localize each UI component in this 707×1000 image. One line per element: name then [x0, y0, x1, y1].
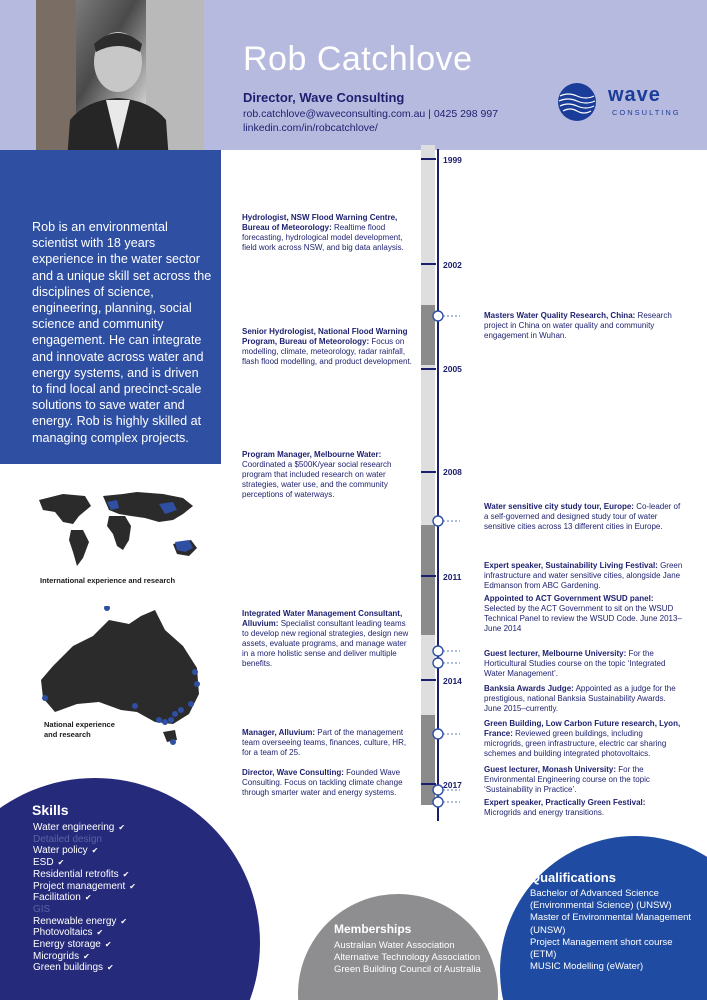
skill-label: Energy storage: [33, 939, 101, 951]
checkmark-icon: ✔: [91, 846, 99, 856]
timeline-entry-right: [484, 594, 684, 634]
skill-label: Microgrids: [33, 950, 80, 962]
skill-item: [33, 869, 136, 881]
logo-subtitle: CONSULTING: [612, 108, 681, 117]
timeline-year: 2002: [443, 260, 462, 270]
timeline-entry-left: [242, 768, 414, 798]
skill-item: [33, 916, 136, 928]
skill-item: [33, 881, 136, 893]
person-name: Rob Catchlove: [243, 40, 473, 78]
skill-label: Facilitation: [33, 892, 81, 904]
timeline-year: 2008: [443, 467, 462, 477]
entry-title: Manager, Alluvium:: [242, 728, 316, 737]
entry-title: Program Manager, Melbourne Water:: [242, 450, 382, 459]
membership-item: Alternative Technology Association: [334, 952, 481, 963]
logo-word: wave: [608, 84, 661, 106]
entry-text: Reviewed green buildings, including microgrids, green infrastructure, electric car sharing schemes and building integrated photovoltaics.: [484, 729, 667, 758]
entry-title: Hydrologist, NSW Flood Warning Centre, Bureau of Meteorology:: [242, 213, 398, 232]
memberships-title: Memberships: [334, 922, 412, 936]
contact-block: [243, 107, 498, 135]
aus-caption-line1: National experience: [44, 720, 115, 729]
checkmark-icon: ✔: [118, 823, 126, 832]
skill-label: Detailed design: [33, 833, 102, 845]
skill-item: [33, 845, 136, 857]
checkmark-icon: ✔: [57, 858, 65, 868]
skill-item: [33, 927, 136, 939]
entry-text: Selected by the ACT Government to sit on the WSUD Technical Panel to review the WSUD Code. June 2013–June 2014: [484, 604, 682, 633]
timeline-year: 2011: [443, 572, 462, 582]
skill-item: [33, 904, 136, 916]
entry-text: Realtime flood forecasting, hydrological model development, field work across NSW, and big data anlaysis.: [242, 223, 404, 252]
entry-title: Banksia Awards Judge:: [484, 684, 574, 693]
entry-title: Guest lecturer, Melbourne University:: [484, 649, 627, 658]
checkmark-icon: ✔: [104, 940, 112, 950]
timeline-year: 2005: [443, 364, 462, 374]
skill-item: [33, 834, 136, 846]
timeline-year: 2017: [443, 780, 462, 790]
entry-text: Microgrids and energy transitions.: [484, 808, 605, 817]
checkmark-icon: ✔: [84, 893, 92, 903]
timeline-entry-right: [484, 798, 684, 818]
membership-item: Australian Water Association: [334, 940, 455, 951]
entry-text: Coordinated a $500K/year social research program that included research on water strategies, water use, and the community perceptions of waterways.: [242, 460, 392, 499]
entry-text: Part of the management team overseeing teams, finances, culture, HR, for a team of 25.: [242, 728, 407, 757]
timeline-entry-right: [484, 649, 684, 679]
skill-item: [33, 822, 136, 834]
skill-label: Green buildings: [33, 962, 104, 974]
entry-text: Co-leader of a self-governed and designed study tour of water sensitive cities across 13 different cities in Europe.: [484, 502, 681, 531]
timeline-entry-left: [242, 450, 414, 500]
entry-text: Focus on modelling, climate, meteorology, radar rainfall, flash flood modelling, and product development.: [242, 337, 412, 366]
timeline-entry-left: [242, 327, 414, 367]
skill-label: Photovoltaics: [33, 927, 93, 939]
skill-item: [33, 951, 136, 963]
timeline-entry-right: [484, 719, 684, 759]
entry-title: Masters Water Quality Research, China:: [484, 311, 636, 320]
entry-title: Expert speaker, Practically Green Festival:: [484, 798, 646, 807]
memberships-list: [334, 940, 481, 976]
bio-text: Rob is an environmental scientist with 18 years experience in the water sector and a unique skill set across the disciplines of science, engineering, planning, social science and community engagement. He can integrate and innovate across water and energy systems, and is driven to find local and precinct-scale solutions to save water and energy. Rob is highly skilled at managing complex projects.: [32, 220, 212, 445]
skill-label: ESD: [33, 857, 54, 869]
entry-title: Guest lecturer, Monash University:: [484, 765, 617, 774]
skills-list: [33, 822, 136, 974]
job-role: Director, Wave Consulting: [243, 90, 405, 105]
qualification-item: MUSIC Modelling (eWater): [530, 961, 644, 973]
timeline-bar: [420, 145, 460, 825]
skill-item: [33, 857, 136, 869]
skill-label: Residential retrofits: [33, 868, 119, 880]
timeline-entry-right: [484, 684, 684, 714]
email-phone[interactable]: rob.catchlove@waveconsulting.com.au | 0425 298 997: [243, 108, 499, 120]
skill-item: [33, 939, 136, 951]
linkedin-link[interactable]: linkedin.com/in/robcatchlove/: [243, 122, 378, 134]
aus-caption-line2: and research: [44, 730, 91, 739]
timeline-entry-left: [242, 728, 414, 758]
entry-text: Founded Wave Consulting. Focus on tackling climate change through smarter water and energy systems.: [242, 768, 403, 797]
timeline-entry-right: [484, 311, 684, 341]
skill-label: Project management: [33, 880, 126, 892]
entry-title: Water sensitive city study tour, Europe:: [484, 502, 634, 511]
entry-title: Appointed to ACT Government WSUD panel:: [484, 594, 654, 603]
australia-map-caption: [44, 720, 115, 740]
entry-text: Appointed as a judge for the prestigious, national Banksia Sustainability Awards. June 2015–currently.: [484, 684, 676, 713]
checkmark-icon: ✔: [129, 881, 136, 891]
checkmark-icon: ✔: [96, 928, 104, 938]
qualification-item: Bachelor of Advanced Science (Environmental Science) (UNSW): [530, 888, 672, 912]
timeline-year: 1999: [443, 155, 462, 165]
membership-item: Green Building Council of Australia: [334, 964, 481, 975]
skill-item: [33, 892, 136, 904]
skill-label: Water policy: [33, 845, 88, 857]
entry-title: Senior Hydrologist, National Flood Warning Program, Bureau of Meteorology:: [242, 327, 408, 346]
timeline-entry-left: [242, 213, 414, 253]
entry-title: Director, Wave Consulting:: [242, 768, 344, 777]
skill-label: GIS: [33, 903, 51, 915]
checkmark-icon: ✔: [122, 869, 130, 879]
checkmark-icon: ✔: [83, 951, 90, 961]
timeline-entry-right: [484, 502, 684, 532]
bio-panel-corner: [0, 150, 36, 202]
skills-title: Skills: [32, 802, 69, 818]
timeline-entry-left: [242, 609, 414, 669]
entry-text: For the Horticultural Studies course on the topic ‘Integrated Water Management’.: [484, 649, 666, 678]
timeline-entry-right: [484, 765, 684, 795]
qualifications-list: [530, 888, 700, 973]
timeline-year: 2014: [443, 676, 462, 686]
skill-item: [33, 962, 136, 974]
skill-label: Water engineering: [33, 822, 115, 833]
checkmark-icon: ✔: [107, 963, 114, 973]
entry-text: Specialist consultant leading teams to develop new regional strategies, design new assets, evaluate programs, and manage water in a more holistic sense and deliver multiple benefits.: [242, 619, 409, 668]
checkmark-icon: ✔: [120, 916, 128, 926]
entry-text: For the Environmental Engineering course on the topic ‘Sustainability in Practice’.: [484, 765, 650, 794]
entry-text: Research project in China on water quality and community engagement in Wuhan.: [484, 311, 672, 340]
world-map-caption: International experience and research: [40, 576, 176, 585]
world-map-icon: [33, 486, 209, 572]
skill-label: Renewable energy: [33, 915, 117, 927]
entry-title: Integrated Water Management Consultant, Alluvium:: [242, 609, 403, 628]
qualification-item: Master of Environmental Management (UNSW): [530, 912, 692, 936]
qualifications-title: Qualifications: [530, 870, 616, 885]
qualification-item: Project Management short course (ETM): [530, 936, 673, 961]
entry-text: Green infrastructure and water sensitive cities, alongside Jane Edmanson from ABC Gardening.: [484, 561, 683, 590]
entry-title: Expert speaker, Sustainability Living Festival:: [484, 561, 658, 570]
entry-title: Green Building, Low Carbon Future research, Lyon, France:: [484, 719, 681, 738]
timeline-entry-right: [484, 561, 684, 591]
